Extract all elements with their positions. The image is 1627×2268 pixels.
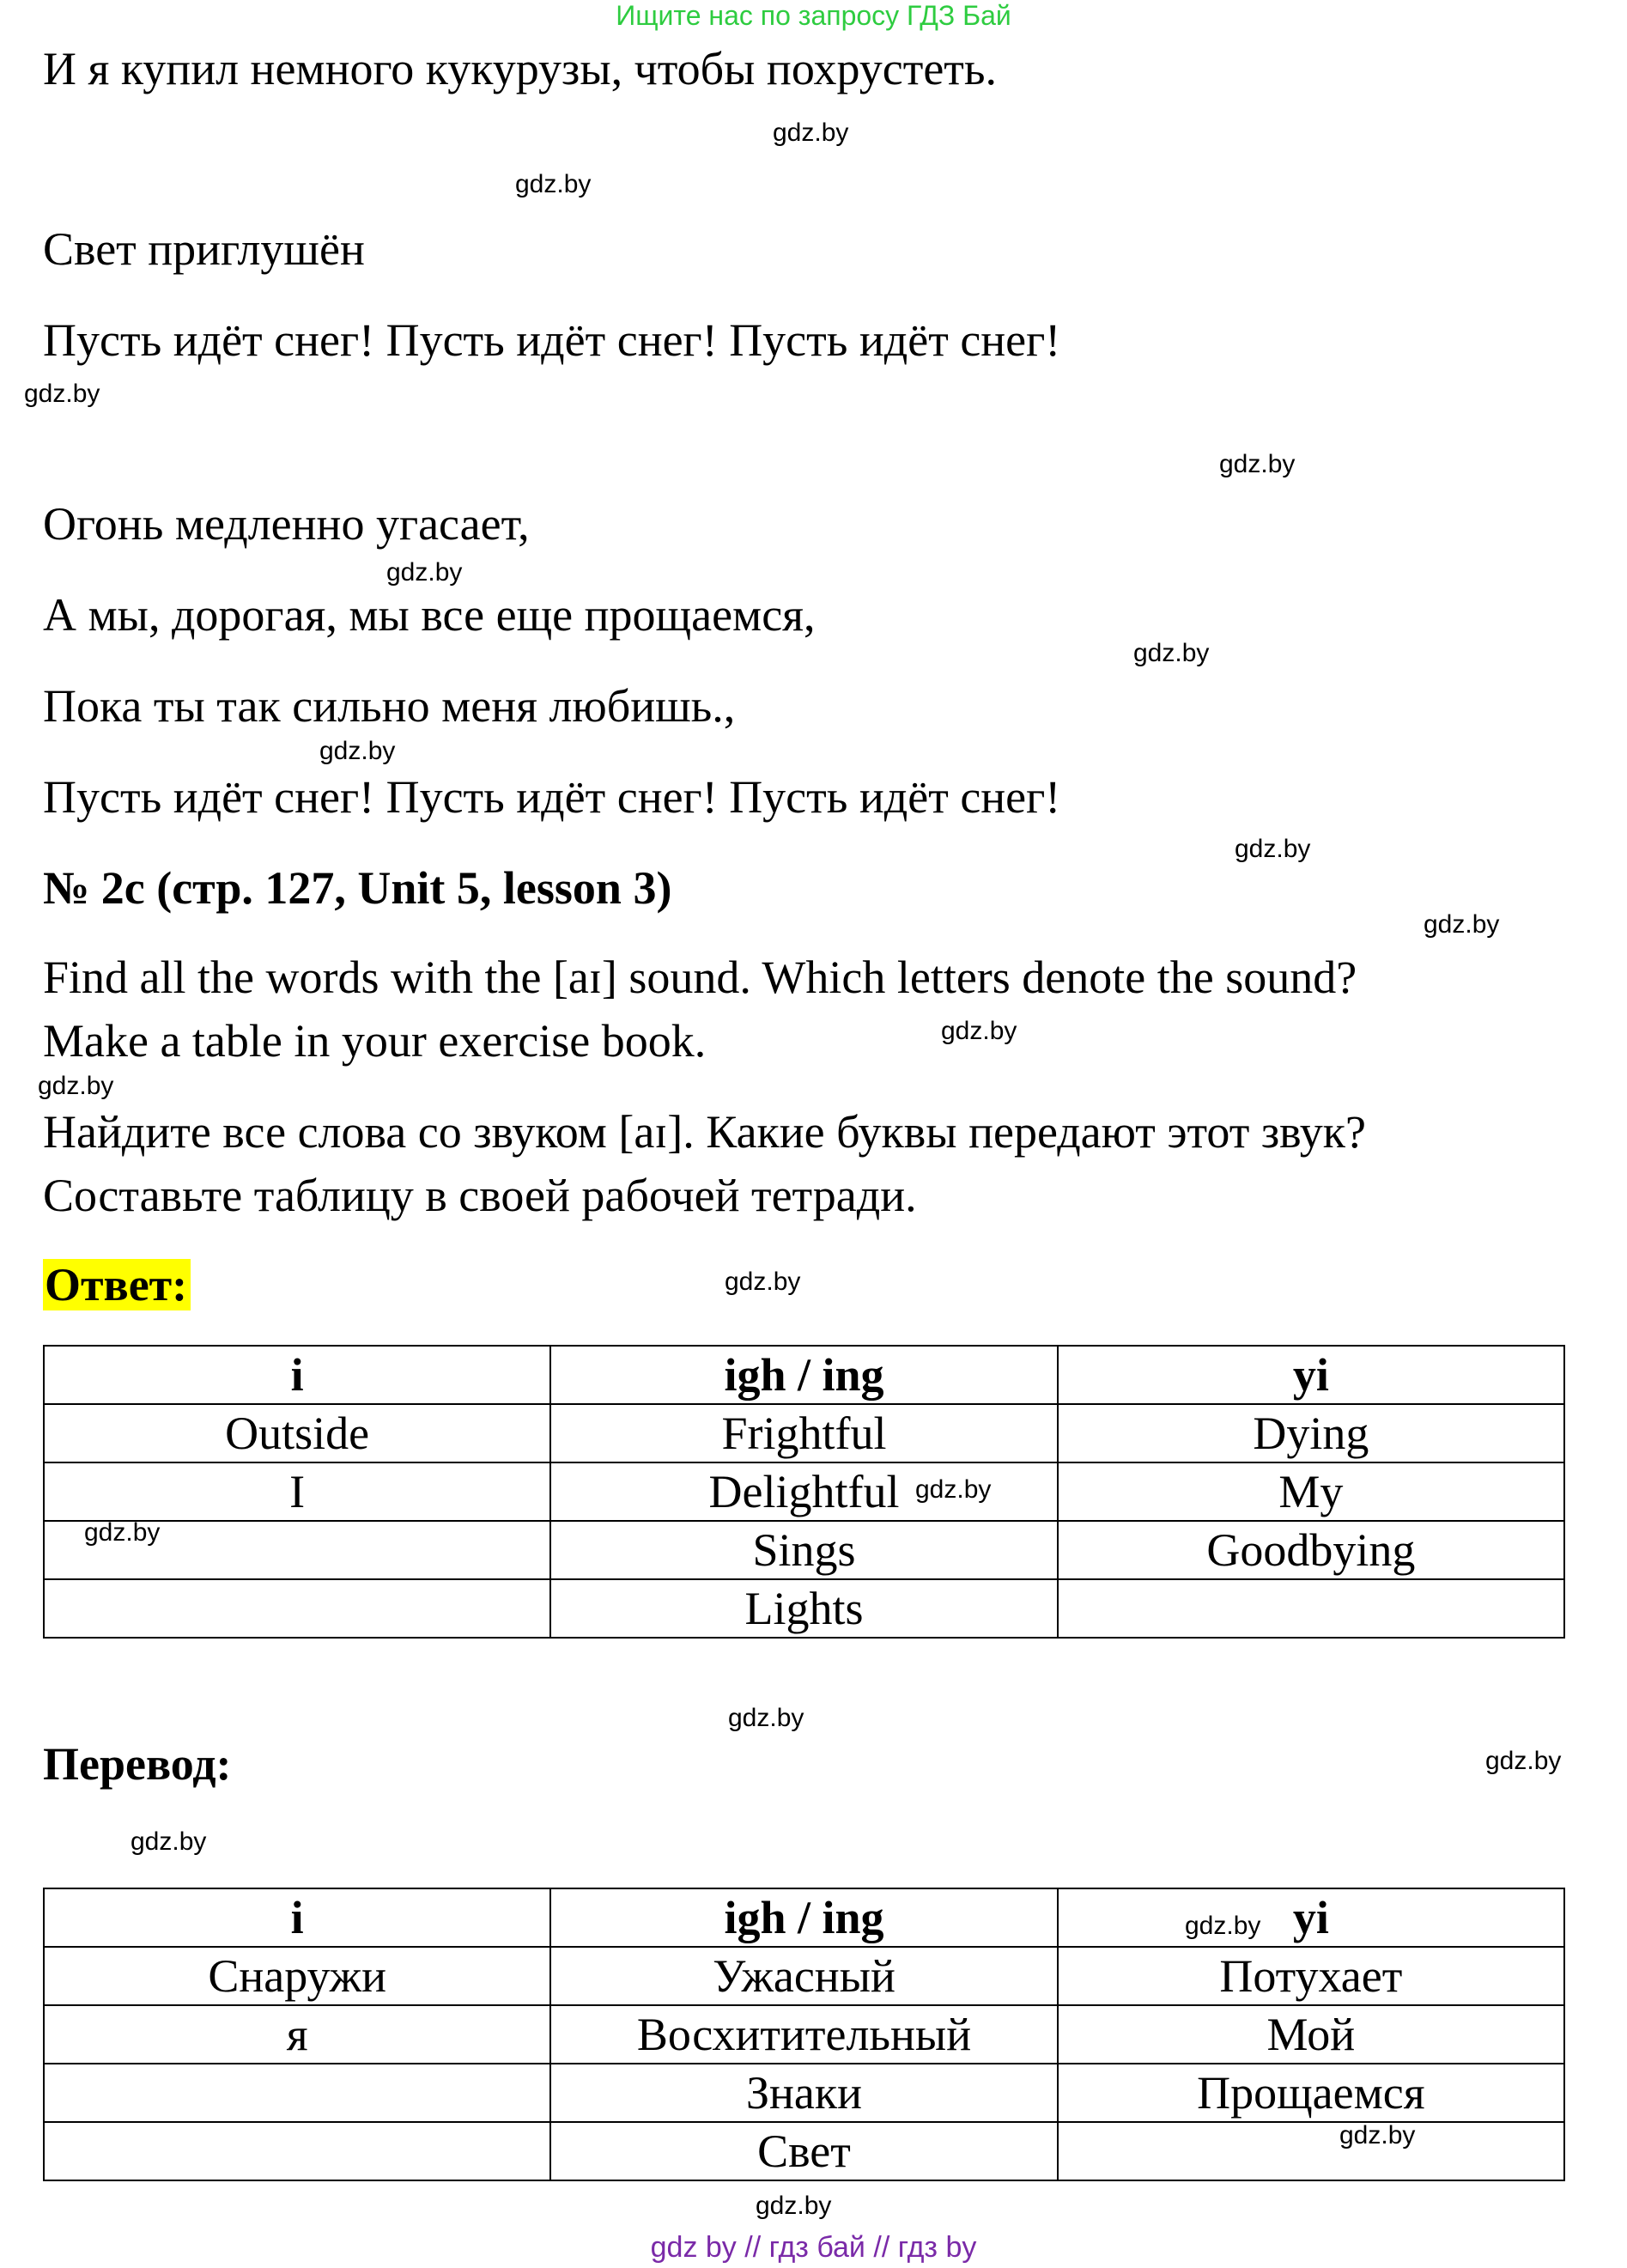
song-line-2: Свет приглушён [43, 223, 365, 275]
watermark: gdz.by [515, 170, 592, 198]
table-header-row [44, 1346, 1564, 1404]
task-ru-line-2: Составьте таблицу в своей рабочей тетради. [43, 1170, 917, 1221]
table-cell: Outside [44, 1404, 550, 1462]
watermark: gdz.by [1219, 450, 1296, 478]
watermark: gdz.by [24, 380, 100, 408]
table-row [44, 1462, 1564, 1521]
table-row [44, 1579, 1564, 1638]
table-row [44, 2122, 1564, 2180]
search-banner: Ищите нас по запросу ГДЗ Бай [616, 0, 1011, 31]
table-cell: I [44, 1462, 550, 1521]
header-cell: igh / ing [550, 1346, 1057, 1404]
watermark: gdz.by [131, 1827, 207, 1856]
header-cell: igh / ing [550, 1888, 1057, 1947]
table-cell [1058, 1579, 1564, 1638]
translation-heading: Перевод: [43, 1738, 232, 1790]
watermark: gdz.by [386, 558, 463, 587]
header-cell: yi [1058, 1346, 1564, 1404]
song-line-4: Огонь медленно угасает, [43, 498, 530, 550]
table-cell: Dying [1058, 1404, 1564, 1462]
table-cell: Frightful [550, 1404, 1057, 1462]
table-cell: Потухает [1058, 1947, 1564, 2005]
table-row [44, 1521, 1564, 1579]
table-cell: Восхитительный [550, 2005, 1057, 2064]
watermark: gdz.by [725, 1268, 801, 1296]
watermark: gdz.by [941, 1017, 1017, 1045]
watermark: gdz.by [319, 737, 396, 765]
song-line-6: Пока ты так сильно меня любишь., [43, 680, 736, 732]
header-cell: i [44, 1888, 550, 1947]
table-cell: Прощаемся [1058, 2064, 1564, 2122]
table-row [44, 1404, 1564, 1462]
watermark: gdz.by [1133, 639, 1210, 667]
song-line-3: Пусть идёт снег! Пусть идёт снег! Пусть идёт снег! [43, 314, 1061, 366]
watermark: gdz.by [1339, 2121, 1416, 2149]
table-cell [44, 2064, 550, 2122]
watermark: gdz.by [773, 119, 849, 147]
song-line-1: И я купил немного кукурузы, чтобы похрустеть. [43, 43, 998, 94]
task-en-line-1: Find all the words with the [aɪ] sound. Which letters denote the sound? [43, 952, 1357, 1003]
header-cell: i [44, 1346, 550, 1404]
table-header-row [44, 1888, 1564, 1947]
answer-heading [43, 1257, 191, 1312]
watermark: gdz.by [1235, 835, 1311, 863]
table-cell: My [1058, 1462, 1564, 1521]
table-cell: Ужасный [550, 1947, 1057, 2005]
table-row [44, 2005, 1564, 2064]
watermark: gdz.by [1424, 910, 1500, 939]
table-cell: Delightful [550, 1462, 1057, 1521]
watermark: gdz.by [728, 1704, 804, 1732]
song-line-7: Пусть идёт снег! Пусть идёт снег! Пусть идёт снег! [43, 771, 1061, 823]
table-cell [44, 2122, 550, 2180]
task-heading: № 2с (стр. 127, Unit 5, lesson 3) [43, 862, 672, 914]
table-cell: Goodbying [1058, 1521, 1564, 1579]
watermark: gdz.by [84, 1518, 161, 1547]
translation-table [43, 1888, 1565, 2181]
watermark: gdz.by [756, 2192, 832, 2220]
task-en-line-2: Make a table in your exercise book. [43, 1015, 707, 1067]
table-cell: Sings [550, 1521, 1057, 1579]
footer-links: gdz by // гдз бай // гдз by [650, 2231, 977, 2264]
table-cell: Lights [550, 1579, 1057, 1638]
table-cell [44, 1579, 550, 1638]
header-cell: yi [1058, 1888, 1564, 1947]
watermark: gdz.by [38, 1072, 114, 1100]
song-line-5: А мы, дорогая, мы все еще прощаемся, [43, 589, 816, 641]
watermark: gdz.by [915, 1475, 992, 1504]
table-cell: я [44, 2005, 550, 2064]
watermark: gdz.by [1185, 1912, 1261, 1940]
table-cell [1058, 2122, 1564, 2180]
watermark: gdz.by [1485, 1747, 1562, 1775]
table-cell: Знаки [550, 2064, 1057, 2122]
table-cell: Снаружи [44, 1947, 550, 2005]
task-ru-line-1: Найдите все слова со звуком [aɪ]. Какие буквы передают этот звук? [43, 1106, 1367, 1158]
table-row [44, 2064, 1564, 2122]
answer-table [43, 1345, 1565, 1639]
answer-label: Ответ: [43, 1259, 191, 1310]
table-cell: Мой [1058, 2005, 1564, 2064]
table-row [44, 1947, 1564, 2005]
table-cell: Свет [550, 2122, 1057, 2180]
